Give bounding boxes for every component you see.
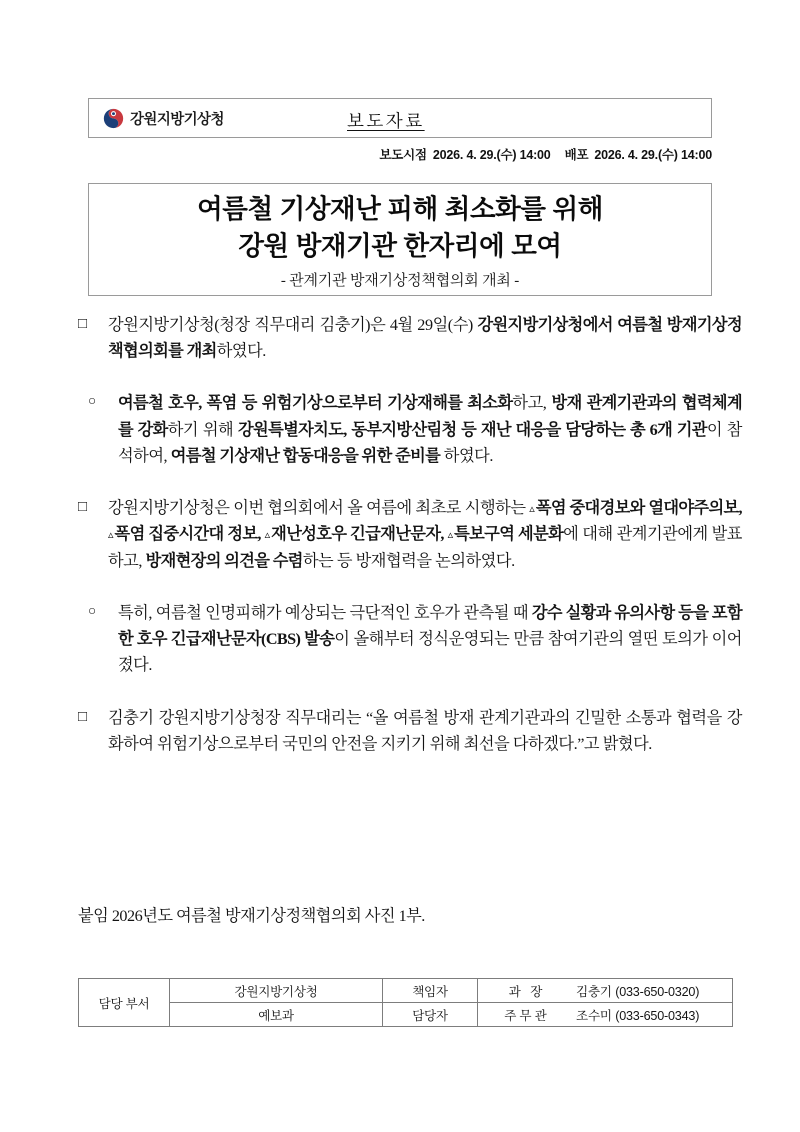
p5-run-1: 김충기 강원지방기상청장 직무대리는 “올 여름철 방재 관계기관과의 긴밀한 소통과 협력을 강화하여 위험기상으로부터 국민의 안전을 지키기 위해 최선을 다하겠다.”고 밝혔다. xyxy=(108,708,742,753)
p3-run-2-bold: 폭염 중대경보와 열대야주의보, xyxy=(535,499,742,518)
paragraph-marker-square: □ xyxy=(78,316,87,332)
document-body xyxy=(0,312,800,757)
paragraph-5 xyxy=(78,705,742,757)
role-cell-staff: 담당자 xyxy=(383,1003,478,1027)
p2-run-3-bold: 방재 관계기관과의 협력체계를 강화 xyxy=(118,394,742,439)
person-name-phone-staff: 조수미 (033-650-0343) xyxy=(576,1009,700,1023)
triangle-bullet-icon: ▵ xyxy=(529,503,535,516)
p4-run-3: 이 올해부터 정식운영되는 만큼 참여기관의 열띤 토의가 이어졌다. xyxy=(118,630,742,675)
person-title-manager: 과 장 xyxy=(508,985,546,999)
role-cell-manager: 책임자 xyxy=(383,979,478,1003)
table-row xyxy=(79,979,733,1003)
p3-run-5-bold: 특보구역 세분화 xyxy=(454,525,564,544)
person-title-staff: 주무관 xyxy=(504,1009,550,1023)
document-kind-label: 보도자료 xyxy=(347,111,425,131)
dateline xyxy=(0,145,712,163)
spacer xyxy=(0,469,800,495)
paragraph-marker-circle: ○ xyxy=(88,393,96,409)
distribute-value: 2026. 4. 29.(수) 14:00 xyxy=(594,148,712,162)
paragraph-2 xyxy=(88,390,742,469)
p2-run-4: 하기 위해 xyxy=(167,420,238,439)
person-name-phone-manager: 김충기 (033-650-0320) xyxy=(576,985,700,999)
paragraph-marker-square: □ xyxy=(78,499,87,516)
p3-run-4-bold: 재난성호우 긴급재난문자, xyxy=(271,525,448,544)
release-time-label: 보도시점 xyxy=(379,148,427,162)
p3-run-1: 강원지방기상청은 이번 협의회에서 올 여름에 최초로 시행하는 xyxy=(108,499,530,518)
person-cell-inner xyxy=(480,1005,730,1024)
agency-logo-block xyxy=(103,108,224,129)
paragraph-4 xyxy=(88,600,742,679)
p4-run-1: 특히, 여름철 인명피해가 예상되는 극단적인 호우가 관측될 때 xyxy=(118,603,532,622)
person-cell-staff xyxy=(478,1003,733,1027)
agency-name-label: 강원지방기상청 xyxy=(130,111,224,128)
triangle-bullet-icon: ▵ xyxy=(264,529,271,542)
triangle-bullet-icon: ▵ xyxy=(447,529,454,542)
paragraph-3 xyxy=(78,495,742,574)
p3-run-7-bold: 방재현장의 의견을 수렴 xyxy=(145,551,303,570)
document-header-box xyxy=(88,98,712,138)
spacer xyxy=(0,364,800,390)
p2-run-2: 하고, xyxy=(512,394,552,413)
attachment-note: 붙임 2026년도 여름철 방재기상정책협의회 사진 1부. xyxy=(78,907,425,925)
dept-value-cell-line1: 강원지방기상청 xyxy=(170,979,383,1003)
p2-run-1-bold: 여름철 호우, 폭염 등 위험기상으로부터 기상재해를 최소화 xyxy=(118,394,513,413)
paragraph-marker-square: □ xyxy=(78,708,87,725)
p1-run-1: 강원지방기상청(청장 직무대리 김충기)은 4월 29일(수) xyxy=(108,316,478,334)
p3-run-6: 에 대해 관계기관에게 발표하고, xyxy=(108,525,742,570)
p2-run-8: 하였다. xyxy=(440,446,493,465)
headline-box xyxy=(88,183,712,296)
headline-line-2: 강원 방재기관 한자리에 모여 xyxy=(238,230,562,261)
p2-run-5-bold: 강원특별자치도, 동부지방산림청 등 재난 대응을 담당하는 총 6개 기관 xyxy=(238,420,707,439)
release-time-value: 2026. 4. 29.(수) 14:00 xyxy=(432,148,551,162)
dept-value-cell-line2: 예보과 xyxy=(170,1003,383,1027)
p1-run-3: 하였다. xyxy=(216,342,266,361)
table-row xyxy=(79,1003,733,1027)
p2-run-6: 이 참석하여, xyxy=(118,420,742,465)
distribute-label: 배포 xyxy=(564,148,589,162)
paragraph-1 xyxy=(78,312,742,364)
p1-run-2-bold: 강원지방기상청에서 여름철 방재기상정책협의회를 개최 xyxy=(108,316,742,361)
p3-run-8: 하는 등 방재협력을 논의하였다. xyxy=(302,551,515,570)
spacer xyxy=(0,574,800,600)
contact-table xyxy=(78,978,733,1027)
korea-government-taegeuk-logo-icon xyxy=(103,108,124,129)
person-cell-manager xyxy=(478,979,733,1003)
triangle-bullet-icon: ▵ xyxy=(108,529,114,542)
p3-run-3-bold: 폭염 집중시간대 정보, xyxy=(114,525,265,544)
spacer xyxy=(0,679,800,705)
p2-run-7-bold: 여름철 기상재난 합동대응을 위한 준비를 xyxy=(170,446,441,465)
headline-line-1: 여름철 기상재난 피해 최소화를 위해 xyxy=(197,194,603,225)
paragraph-marker-circle: ○ xyxy=(88,602,96,618)
dept-label-cell: 담당 부서 xyxy=(79,979,170,1027)
person-cell-inner xyxy=(480,981,730,1000)
headline-subtitle: - 관계기관 방재기상정책협의회 개최 - xyxy=(280,272,520,289)
p4-run-2-bold: 강수 실황과 유의사항 등을 포함한 호우 긴급재난문자(CBS) 발송 xyxy=(118,603,742,649)
